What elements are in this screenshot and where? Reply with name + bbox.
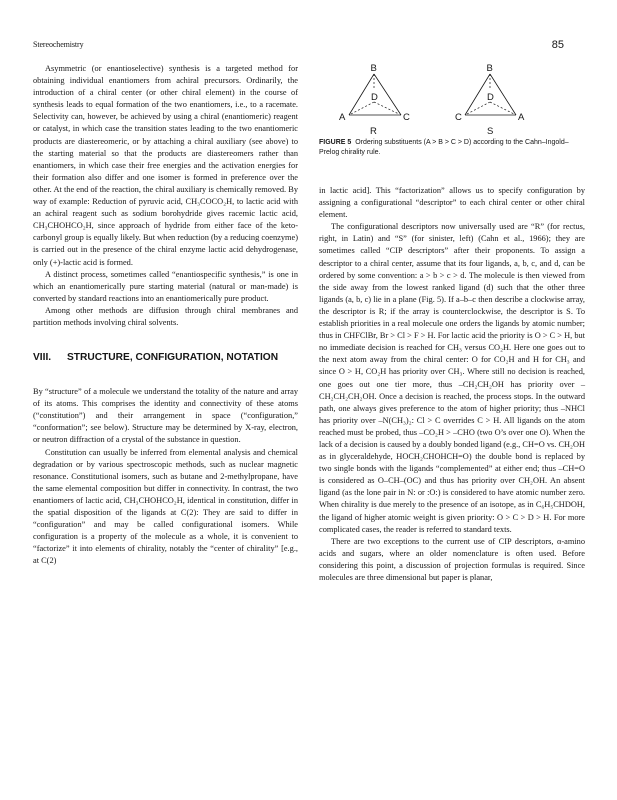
paragraph: The configurational descriptors now universally used are “R” (for rectus, right, in Latin) and “S” (for sinister, left) (Cahn et al., 1966); they are sometimes called “CIP descriptors” after their proponents. To assign a descriptor to a chiral center, assume that its four ligands, a, b, c, and d, can be ordered by some convention: a > b > c > d. The molecule is then viewed from the side away from the lowest ranked ligand (d) such that the other three ligands (a, b, c) lie in a plane (Fig. 5). If a–b–c then describe a clockwise array, the descriptor is R; if the array is counterclockwise, the descriptor is S. To establish priorities in a real molecule one orders the ligands by atomic number; thus in CHFClBr, Br > Cl > F > H. For lactic acid the priority is O > C > H, but no immediate decision is reached for CH₃ versus CO₂H. Here one goes out to the next atom away from the chiral center: O for CO₂H and H for CH₃ and since O > H, CO₂H has priority over CH₃. Where still no decision is reached, one goes out one tier more, thus –CH₂CH₂OH has priority over –CH₂CH₂CH₂OH. Once a decision is reached, the process stops. In the outward path, one always gives preference to the atom of higher priority; thus –NHCl has priority over –N(CH₃)₂: Cl > C overrides C > H. All ligands on the atom reached must be probed, thus –CO₂H > –CHO (two O’s over one O). When the lack of a decision is caused by a doubly bonded ligand (e.g., CH=O vs. CH₂OH as in glyceraldehyde, HOCH₂CHOHCH=O) the double bond is replaced by two single bonds with the ligands “complemented” at either end; thus –CH=O is considered as O–CH–(OC) and thus has priority over CH₂OH. An absent ligand (as the lone pair in N: or :O:) is considered to have atomic number zero. When chirality is due merely to the presence of an isotope, as in C₆H₅CHDOH, the ligand of higher atomic weight is given priority: O > C > D > H. For more complicated cases, the reader is referred to standard texts. [319,222,585,534]
dashed-edge [467,102,490,114]
ligand-label: C [403,112,410,123]
descriptor-label: R [370,126,377,137]
paragraph: By “structure” of a molecule we understand the totality of the nature and array of its atoms. This comprises the identity and connectivity of these atoms (“constitution”) and their arrangement in space (“configuration,” “conformation”; see below). Structure may be determined by X-ray, electron, or neutron diffraction of a crystal of the substance in question. [33,387,298,445]
ligand-label: B [486,63,493,74]
dashed-edge [374,102,399,114]
paragraph: There are two exceptions to the current use of CIP descriptors, α-amino acids and sugars, where an older nomenclature is often used. Before considering this point, a discussion of projection formulas is required. Since molecules are three dimensional but paper is planar, [319,536,585,582]
left-column [33,63,298,567]
paragraph: Among other methods are diffusion through chiral membranes and partition methods involving chiral solvents. [33,305,298,327]
ligand-label: D [371,92,378,103]
ligand-label: A [339,112,346,123]
section-number: VIII. [33,352,52,364]
section-heading [33,351,298,364]
ligand-label: C [455,112,462,123]
descriptor-label: S [487,126,494,137]
paragraph: A distinct process, sometimes called “enantiospecific synthesis,” is one in which an enantiomerically pure starting material (natural or man-made) is converted by standard reactions into an enantiomerically pure product. [33,269,298,303]
paragraph: in lactic acid]. This “factorization” allows us to specify configuration by assigning a configurational “descriptor” to each chiral center or other chiral element. [319,186,585,220]
paragraph: Constitution can usually be inferred from elemental analysis and chemical degradation or by various spectroscopic methods, such as nuclear magnetic resonance. Constitutional isomers, such as butane and 2-methylpropane, have the same elemental composition but differ in connectivity. In contrast, the two enantiomers of lactic acid, CH₃CHOHCO₂H, identical in constitution, differ in the spatial disposition of the ligands at C(2): They are said to differ in “configuration” and may be called configurational isomers. While configuration is a property of the molecule as a whole, it is convenient to “factorize” it into elements of chirality, notably the “center of chirality” [e.g., at C(2) [33,447,298,566]
dashed-edge [490,102,514,114]
edge [490,74,516,115]
figure-caption [319,138,585,157]
figure-caption-text: Ordering substituents (A > B > C > D) according to the Cahn–Ingold–Prelog chirality rule. [319,139,569,156]
right-column [319,185,585,584]
ligand-label: B [370,63,377,74]
dashed-edge [351,102,374,114]
chirality-diagram [319,58,585,138]
edge [374,74,401,115]
page-number: 85 [551,39,564,51]
paragraph: Asymmetric (or enantioselective) synthesis is a targeted method for obtaining individual enantiomers from achiral precursors. Ordinarily, the introduction of a chiral center (or other chiral element) in the course of synthesis leads to equal formation of the two enantiomers, i.e., to a racemate. Selectivity can, however, be achieved by using a chiral (enantiomeric) reagent or catalyst, in which case the transition states leading to the two enantiomeric products are diastereomeric, or by attaching a chiral auxiliary (see above) to the starting material so that the products are diastereomers rather than enantiomers, in which case their free energies and the activation energies for their formation also differ and one isomer is formed in preference over the other. At the end of the reaction, the chiral auxiliary is chemically removed. By way of example: Reduction of pyruvic acid, CH₃COCO₂H, to lactic acid with an achiral reagent such as sodium borohydride gives racemic lactic acid, CH₃CHOHCO₂H, since approach of hydride from either face of the keto-carbonyl group is equally likely. But when reduction (by a reducing coenzyme) is carried out in the presence of the chiral enzyme lactic acid dehydrogenase, only (+)-lactic acid is formed. [33,64,298,267]
section-title: STRUCTURE, CONFIGURATION, NOTATION [67,352,279,364]
running-head: Stereochemistry [33,40,84,49]
ligand-label: D [487,92,494,103]
ligand-label: A [518,112,525,123]
figure-caption-label: FIGURE 5 [319,139,352,146]
tetrahedron-s [455,63,525,137]
tetrahedron-r [339,63,410,137]
figure-5 [319,58,585,180]
